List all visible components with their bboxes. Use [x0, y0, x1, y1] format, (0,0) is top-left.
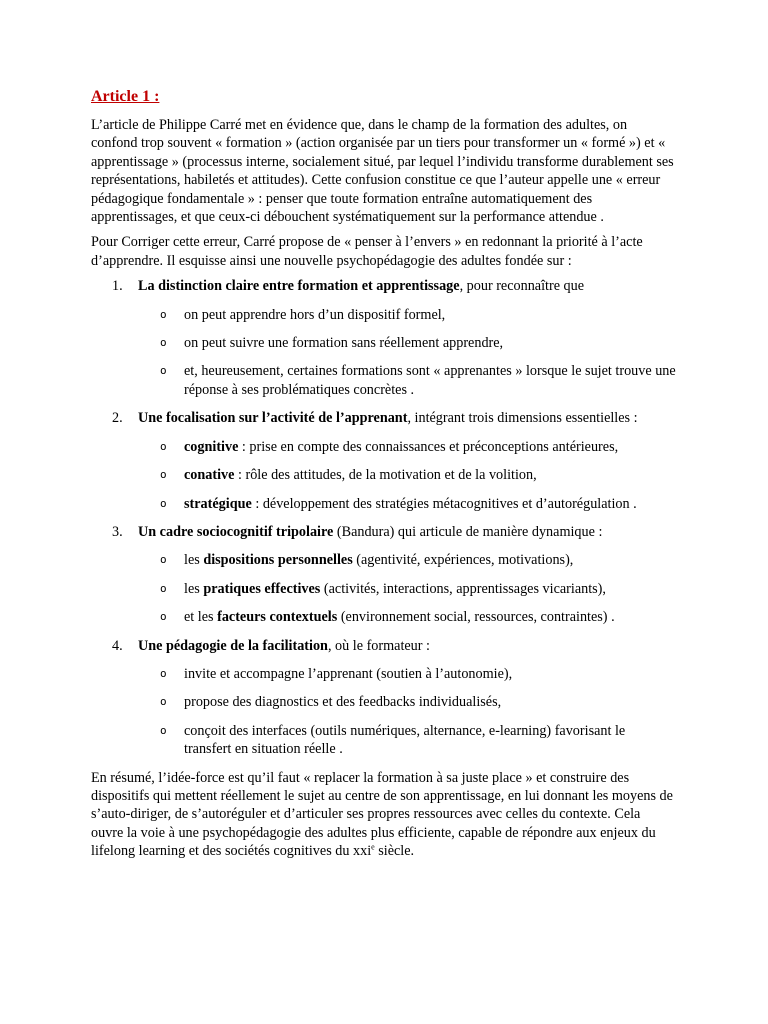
bullet-icon: o	[160, 553, 167, 567]
sub-item-term: facteurs contextuels	[217, 609, 338, 626]
sub-item-term: stratégique	[184, 495, 252, 512]
bullet-icon: o	[160, 581, 167, 595]
bullet-icon: o	[160, 496, 167, 510]
principle-item	[91, 637, 676, 759]
sub-item-term: pratiques effectives	[203, 580, 321, 597]
bullet-icon: o	[160, 723, 167, 737]
sub-list	[138, 665, 676, 759]
intro-paragraph: L’article de Philippe Carré met en évidence que, dans le champ de la formation des adultes, on confond trop souvent « formation » (action organisée par un tiers pour transformer un « formé ») et « apprentissage » (processus interne, socialement situé, par lequel l’individu transforme durablement ses représentations, habiletés et attitudes). Cette confusion constitue ce que l’auteur appelle une « erreur pédagogique fondamentale » : penser que toute formation entraîne automatiquement des apprentissages, et que ceux-ci débouchent systématiquement sur la performance attendue .	[91, 117, 674, 226]
sub-item	[138, 580, 676, 598]
sub-item-text: on peut suivre une formation sans réellement apprendre,	[184, 335, 504, 352]
sub-item-text: (environnement social, ressources, contraintes) .	[337, 609, 615, 626]
sub-item-prefix: et les	[184, 609, 218, 626]
principles-list	[91, 277, 676, 758]
item-number: 1.	[112, 278, 123, 295]
sub-item	[138, 722, 676, 759]
conclusion-end: siècle.	[374, 843, 415, 860]
sub-item-text: conçoit des interfaces (outils numériques, alternance, e-learning) favorisant le transfert en situation réelle .	[184, 722, 626, 758]
sub-item-text: invite et accompagne l’apprenant (soutien à l’autonomie),	[184, 665, 513, 682]
item-number: 4.	[112, 637, 123, 654]
bullet-icon: o	[160, 468, 167, 482]
sub-item-text: on peut apprendre hors d’un dispositif formel,	[184, 306, 446, 323]
conclusion-text: En résumé, l’idée-force est qu’il faut « replacer la formation à sa juste place » et construire des dispositifs qui mettent réellement le sujet au centre de son apprentissage, en lui donnant les moyens de s’auto-diriger, de s’autoréguler et d’articuler ses propres ressources avec celles du contexte. Cela ouvre la voie à une psychopédagogie des adultes plus efficiente, capable de répondre aux enjeux du lifelong learning et des sociétés cognitives du xxi	[91, 769, 673, 860]
sub-list	[138, 306, 676, 400]
item-text: , où le formateur :	[327, 637, 430, 654]
sub-item-term: conative	[184, 467, 235, 484]
item-heading: Une pédagogie de la facilitation	[138, 637, 328, 654]
century-superscript: e	[371, 842, 375, 852]
bullet-icon: o	[160, 364, 167, 378]
principle-item	[91, 409, 676, 513]
item-heading: Une focalisation sur l’activité de l’apprenant	[138, 410, 408, 427]
sub-item	[138, 306, 676, 324]
sub-item-term: dispositions personnelles	[203, 552, 353, 569]
sub-item-text: et, heureusement, certaines formations sont « apprenantes » lorsque le sujet trouve une réponse à ses problématiques concrètes .	[184, 363, 676, 398]
sub-item-text: : développement des stratégies métacognitives et d’autorégulation .	[251, 495, 637, 512]
sub-item	[138, 665, 676, 683]
document-content	[91, 87, 676, 868]
sub-item	[138, 693, 676, 711]
bullet-icon: o	[160, 307, 167, 321]
sub-list	[138, 551, 676, 626]
bullet-icon: o	[160, 695, 167, 709]
sub-item-text: propose des diagnostics et des feedbacks individualisés,	[184, 694, 502, 711]
sub-item	[138, 466, 676, 484]
item-heading: La distinction claire entre formation et apprentissage	[138, 278, 460, 295]
article-title: Article 1 :	[91, 88, 160, 105]
item-text: (Bandura) qui articule de manière dynamique :	[333, 523, 603, 540]
sub-item-text: : rôle des attitudes, de la motivation et de la volition,	[234, 467, 537, 484]
sub-item	[138, 362, 676, 399]
bullet-icon: o	[160, 610, 167, 624]
conclusion-paragraph	[91, 769, 676, 861]
sub-item-text: : prise en compte des connaissances et préconceptions antérieures,	[238, 438, 619, 455]
sub-item-prefix: les	[184, 580, 204, 597]
lead-paragraph: Pour Corriger cette erreur, Carré propose de « penser à l’envers » en redonnant la priorité à l’acte d’apprendre. Il esquisse ainsi une nouvelle psychopédagogie des adultes fondée sur :	[91, 234, 643, 269]
sub-item	[138, 608, 676, 626]
sub-item-prefix: les	[184, 552, 204, 569]
item-heading: Un cadre sociocognitif tripolaire	[138, 523, 334, 540]
sub-item	[138, 334, 676, 352]
sub-item-text: (activités, interactions, apprentissages vicariants),	[320, 580, 606, 597]
bullet-icon: o	[160, 336, 167, 350]
principle-item	[91, 523, 676, 627]
item-number: 3.	[112, 523, 123, 540]
principle-item	[91, 277, 676, 399]
sub-item-text: (agentivité, expériences, motivations),	[352, 552, 574, 569]
item-number: 2.	[112, 410, 123, 427]
bullet-icon: o	[160, 439, 167, 453]
sub-item	[138, 438, 676, 456]
bullet-icon: o	[160, 666, 167, 680]
item-text: , intégrant trois dimensions essentielles :	[407, 410, 638, 427]
sub-list	[138, 438, 676, 513]
sub-item	[138, 495, 676, 513]
sub-item	[138, 551, 676, 569]
item-text: , pour reconnaître que	[459, 278, 585, 295]
sub-item-term: cognitive	[184, 438, 239, 455]
